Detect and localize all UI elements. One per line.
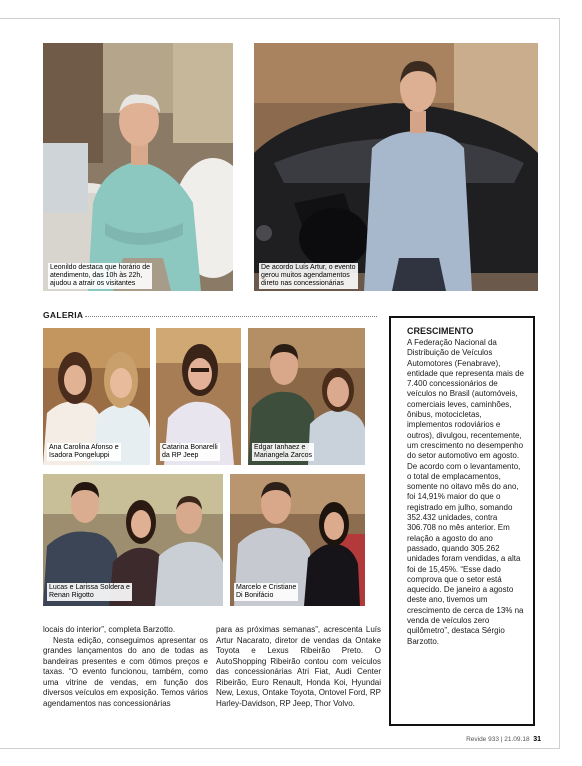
sidebar-title: CRESCIMENTO	[407, 326, 474, 336]
article-col2-paragraph: para as próximas semanas”, acrescenta Luís Artur Nacarato, diretor de vendas da Ontake Toyota e Lexus Ribeirão Preto. O AutoShopping Ribeirão contou com veículos das concessionárias Atri Fiat, Audi Center Ribeirão, Euro Renault, Honda Koi, Hyundai New, Lexus, Ontake Toyota, Ontovel Ford, RP Harley-Davidson, RP Jeep, Thor Volvo.	[216, 625, 381, 708]
bottom-rule	[0, 748, 560, 749]
article-col1-lead: locais do interior”, completa Barzotto.	[43, 625, 176, 634]
gallery-title: GALERIA	[43, 310, 84, 320]
right-rule	[559, 18, 560, 749]
sidebar-crescimento	[389, 316, 535, 726]
footer-issue: Revide 933	[466, 736, 499, 743]
photo-luis-artur	[254, 43, 538, 291]
photo-leonildo	[43, 43, 233, 291]
article-column-2	[216, 625, 381, 709]
footer-separator: |	[500, 736, 505, 743]
gallery-caption-2: Catarina Bonarelli da RP Jeep	[162, 444, 218, 459]
sidebar-body: A Federação Nacional da Distribuição de Veículos Automotores (Fenabrave), entidade que representa mais de 7.400 concessionários de veículos no Brasil (automóveis, comerciais leves, caminhões, ônibus, motocicletas, implementos rodoviários e outros), divulgou, recentemente, um crescimento no desempenho do setor automotivo em agosto. De acordo com o levantamento, o total de emplacamentos, somente no oitavo mês do ano, foi 14,91% maior do que o registrado em julho, somando 352.432 unidades, contra 306.708 no mês anterior. Em relação a agosto do ano passado, quando 305.262 unidades foram vendidas, a alta foi de 15,45%. “Esse dado comprova que o setor está aquecido. De janeiro a agosto deste ano, tivemos um crescimento de cerca de 13% na venda de veículos zero quilômetro”, destaca Sérgio Barzotto.	[407, 338, 524, 646]
gallery-caption-3: Edgar Ianhaez e Mariangela Zarcos	[254, 444, 312, 459]
gallery-caption-4: Lucas e Larissa Soldera e Renan Rigotto	[49, 584, 130, 599]
article-col1-paragraph: Nesta edição, conseguimos apresentar os grandes lançamentos do ano de todas as bandeiras presentes e com ótimos preços e taxas. “O evento funcionou, também, como uma vitrine de vendas, em função dos diversos veículos em exposição. Temos vários agendamentos nas concessionárias	[43, 635, 208, 708]
top-rule	[0, 18, 560, 19]
article-column-1	[43, 625, 208, 709]
caption-leonildo: Leonildo destaca que horário de atendimento, das 10h às 22h, ajudou a atrair os visitantes	[50, 264, 151, 287]
page-footer	[466, 736, 541, 743]
gallery-caption-5: Marcelo e Cristiane Di Bonifácio	[236, 584, 297, 599]
footer-date: 21.09.18	[504, 736, 530, 743]
gallery-caption-1: Ana Carolina Afonso e Isadora Pongeluppi	[49, 444, 119, 459]
gallery-dotted-rule	[85, 316, 377, 317]
footer-page-number: 31	[533, 736, 541, 743]
caption-luis-artur: De acordo Luís Artur, o evento gerou muitos agendamentos direto nas concessionárias	[261, 264, 356, 287]
